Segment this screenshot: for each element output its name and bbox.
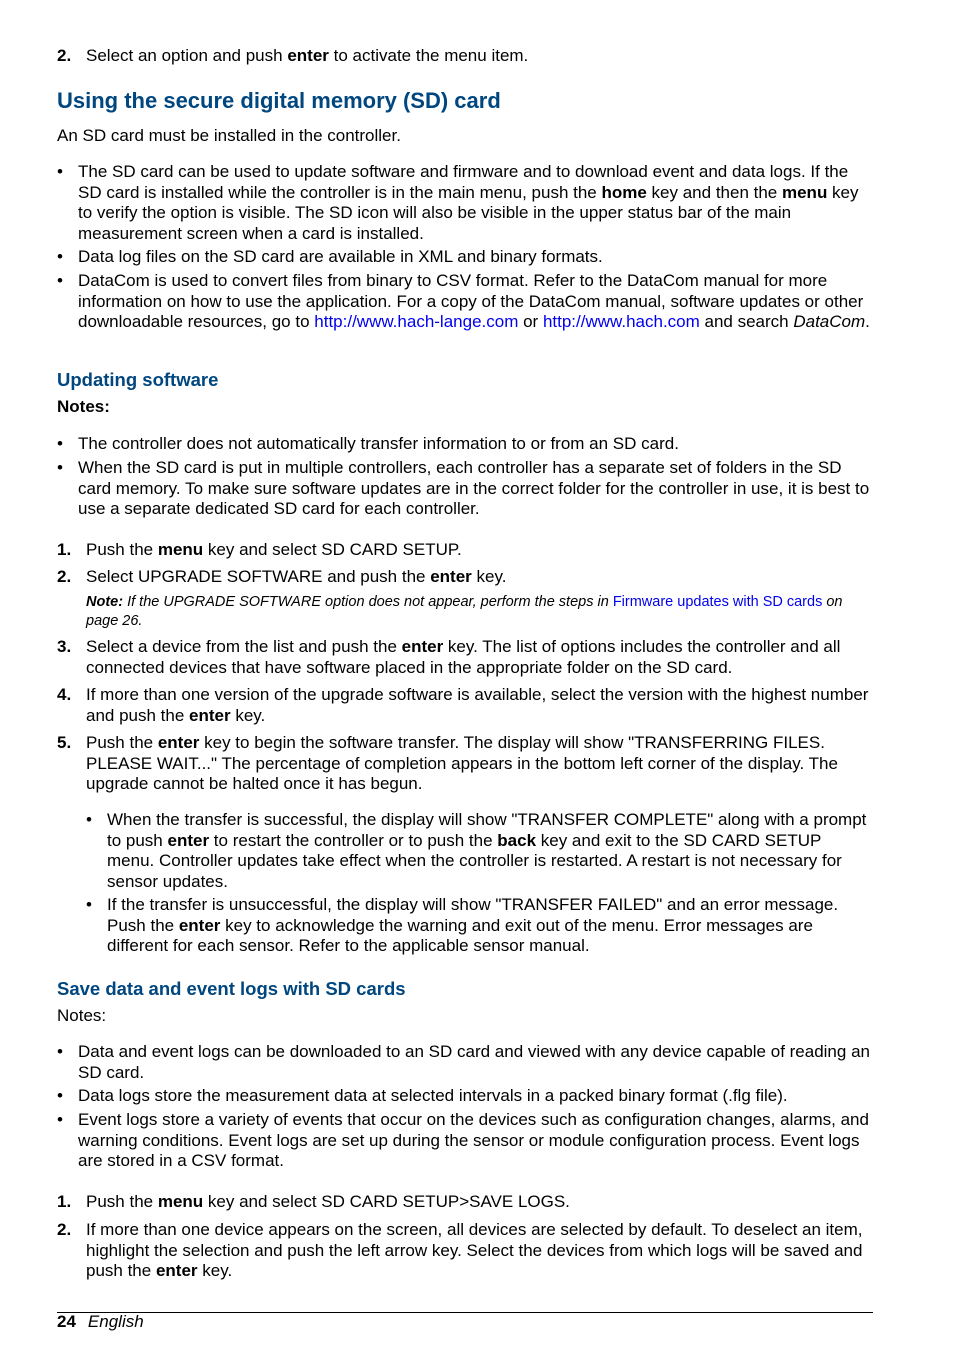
hach-link[interactable]: http://www.hach.com — [542, 312, 700, 332]
firmware-updates-link[interactable]: Firmware updates with SD cards — [612, 594, 823, 610]
page-number: 24 — [57, 1312, 76, 1331]
step-text: Select an option and push — [86, 46, 288, 65]
step-number: 2. — [57, 567, 72, 586]
step-number: 1. — [57, 1192, 72, 1211]
step-1-save-logs: 1. Push the menu key and select SD CARD SETUP>SAVE LOGS. — [57, 1192, 570, 1211]
list-item: • Data logs store the measurement data at selected intervals in a packed binary format (.flg file). — [57, 1086, 788, 1105]
intro-paragraph: An SD card must be installed in the controller. — [57, 126, 401, 145]
bullet-icon: • — [57, 434, 63, 453]
step-number: 2. — [57, 46, 72, 65]
footer-language: English — [87, 1312, 144, 1331]
key-name: enter — [167, 830, 210, 850]
key-name: enter — [189, 705, 231, 725]
bullet-icon: • — [57, 271, 63, 290]
bullet-icon: • — [86, 810, 92, 829]
note-label: Note: — [86, 594, 124, 610]
sub-list-item: • When the transfer is successful, the display will show "TRANSFER COMPLETE" along with a prompt to push enter to restart the controller or to push the back key and exit to the SD CARD SETUP menu. Controller updates take effect when the controller is restarted. A restart is not necessary for sensor updates. — [86, 810, 867, 892]
step-top — [57, 46, 873, 67]
key-name: home — [601, 182, 647, 202]
step-text: to activate the menu item. — [328, 46, 529, 65]
step-2-save-logs: 2. If more than one device appears on the screen, all devices are selected by default. To deselect an item, highlight the selection and push the left arrow key. Select the devices from which logs will be saved and push the enter key. — [57, 1220, 863, 1281]
list-item: • Data and event logs can be downloaded to an SD card and viewed with any device capable of reading an SD card. — [57, 1042, 870, 1082]
key-name: enter — [401, 637, 444, 656]
list-item: • The SD card can be used to update software and firmware and to download event and data logs. If the SD card is installed while the controller is in the main menu, push the home key and then the menu key to verify the option is visible. The SD icon will also be visible in the upper status bar of the main measurement screen when a card is installed. — [57, 162, 859, 244]
notes-label: Notes: — [57, 397, 110, 416]
step-3-updating: 3. Select a device from the list and push the enter key. The list of options includes the controller and all connected devices that have software placed in the appropriate folder on the SD card. — [57, 637, 841, 677]
step-number: 4. — [57, 685, 72, 704]
step-2-updating: 2. Select UPGRADE SOFTWARE and push the enter key. — [57, 567, 507, 586]
key-name: menu — [157, 540, 204, 559]
key-name: menu — [157, 1192, 204, 1211]
key-name: enter — [430, 567, 472, 586]
key-name: back — [497, 830, 537, 850]
step-number: 2. — [57, 1220, 72, 1239]
subsection-title-updating: Updating software — [57, 369, 219, 390]
key-name: enter — [157, 733, 200, 752]
list-item: • The controller does not automatically transfer information to or from an SD card. — [57, 434, 679, 453]
key-name: enter — [155, 1261, 198, 1281]
bullet-icon: • — [57, 247, 63, 266]
bullet-icon: • — [86, 895, 92, 914]
bullet-icon: • — [57, 162, 63, 181]
page-footer — [57, 1312, 144, 1332]
step-1-updating: 1. Push the menu key and select SD CARD SETUP. — [57, 540, 462, 559]
note-callout: Note: If the UPGRADE SOFTWARE option does not appear, perform the steps in Firmware updates with SD cards on page 26. — [86, 594, 843, 629]
step-4-updating: 4. If more than one version of the upgrade software is available, select the version with the highest number and push the enter key. — [57, 685, 869, 725]
key-name: enter — [287, 46, 329, 65]
subsection-title-save-logs: Save data and event logs with SD cards — [57, 978, 406, 999]
step-5-updating: 5. Push the enter key to begin the software transfer. The display will show "TRANSFERRING FILES. PLEASE WAIT..." The percentage of completion appears in the bottom left corner of the display. The upgrade cannot be halted once it has begun. — [57, 733, 838, 794]
notes-label: Notes: — [57, 1006, 107, 1025]
list-item: • DataCom is used to convert files from binary to CSV format. Refer to the DataCom manual for more information on how to use the application. For a copy of the DataCom manual, software updates or other downloadable resources, go to http://www.hach-lange.com or http://www.hach.com and search DataCom. — [57, 271, 870, 332]
key-name: menu — [781, 182, 828, 202]
bullet-icon: • — [57, 458, 63, 477]
list-item: • Event logs store a variety of events that occur on the devices such as configuration changes, alarms, and warning conditions. Event logs are set up during the sensor or module configuration process. Event logs are stored in a CSV format. — [57, 1110, 869, 1171]
bullet-icon: • — [57, 1042, 63, 1061]
bullet-icon: • — [57, 1110, 63, 1129]
step-number: 1. — [57, 540, 72, 559]
list-item: • When the SD card is put in multiple controllers, each controller has a separate set of folders in the SD card memory. To make sure software updates are in the correct folder for the controller in use, it is best to use a separate dedicated SD card for each controller. — [57, 458, 870, 519]
sub-list-item: • If the transfer is unsuccessful, the display will show "TRANSFER FAILED" and an error message. Push the enter key to acknowledge the warning and exit out of the menu. Error messages are different for each sensor. Refer to the applicable sensor manual. — [86, 895, 839, 956]
bullet-icon: • — [57, 1086, 63, 1105]
footer-divider — [57, 1312, 873, 1313]
step-number: 5. — [57, 733, 72, 752]
step-number: 3. — [57, 637, 72, 656]
hach-lange-link[interactable]: http://www.hach-lange.com — [314, 312, 519, 332]
section-title: Using the secure digital memory (SD) card — [57, 88, 501, 113]
list-item: • Data log files on the SD card are available in XML and binary formats. — [57, 247, 603, 266]
key-name: enter — [178, 915, 221, 935]
